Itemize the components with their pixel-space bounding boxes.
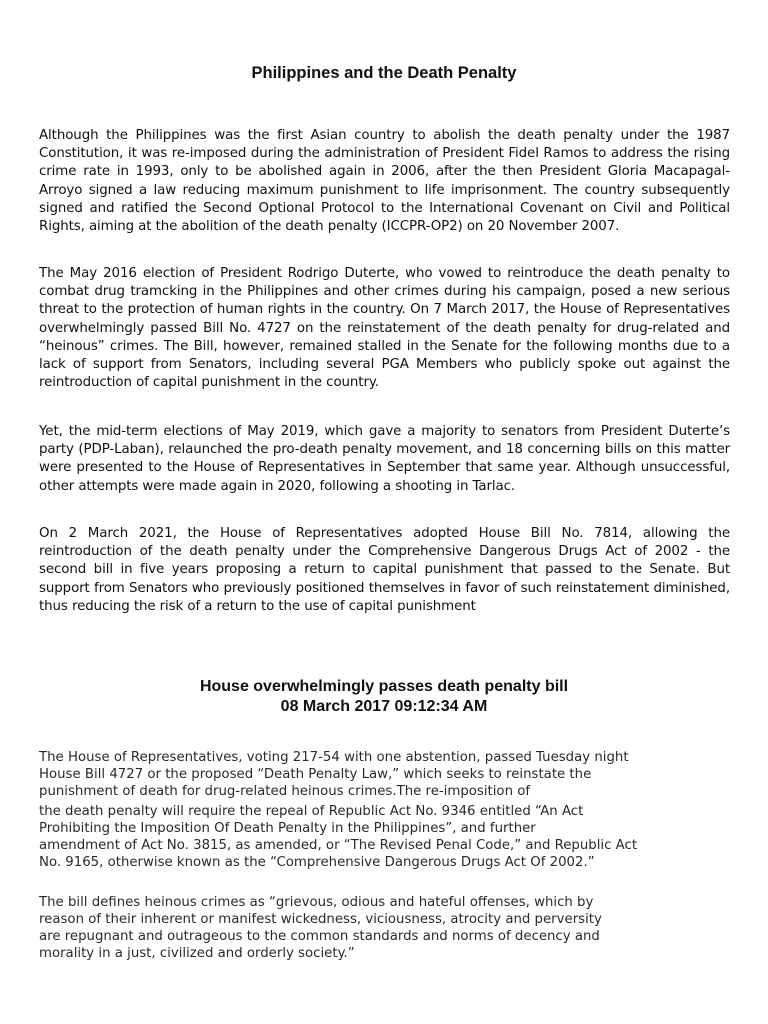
- article-line: No. 9165, otherwise known as the “Comprehensive Dangerous Drugs Act Of 2002.”: [39, 855, 595, 870]
- paragraph-house-bill-7814: On 2 March 2021, the House of Representatives adopted House Bill No. 7814, allowing the reintroduction of the death penalty under the Comprehensive Dangerous Drugs Act of 2002 - the second bill in five years proposing a return to capital punishment that passed to the Senate. But support from Senators who previously positioned themselves in favor of such reinstatement diminished, thus reducing the risk of a return to the use of capital punishment: [39, 526, 730, 614]
- article-line: reason of their inherent or manifest wickedness, viciousness, atrocity and perversity: [39, 912, 602, 927]
- article-line: are repugnant and outrageous to the common standards and norms of decency and: [39, 929, 600, 944]
- article-line: morality in a just, civilized and orderly society.”: [39, 946, 355, 961]
- article-line: punishment of death for drug-related heinous crimes.The re-imposition of: [39, 784, 531, 799]
- article-line: The House of Representatives, voting 217-54 with one abstention, passed Tuesday night: [39, 750, 629, 765]
- article-line: The bill defines heinous crimes as “grievous, odious and hateful offenses, which by: [39, 895, 594, 910]
- paragraph-midterm-elections: Yet, the mid-term elections of May 2019, which gave a majority to senators from President Duterte’s party (PDP-Laban), relaunched the pro-death penalty movement, and 18 concerning bills on this matter were presented to the House of Representatives in September that same year. Although unsuccessful, other attempts were made again in 2020, following a shooting in Tarlac.: [39, 424, 730, 494]
- paragraph-duterte-election: The May 2016 election of President Rodrigo Duterte, who vowed to reintroduce the death penalty to combat drug tramcking in the Philippines and other crimes during his campaign, posed a new serious threat to the protection of human rights in the country. On 7 March 2017, the House of Representatives overwhelmingly passed Bill No. 4727 on the reinstatement of the death penalty for drug-related and “heinous” crimes. The Bill, however, remained stalled in the Senate for the following months due to a lack of support from Senators, including several PGA Members who publicly spoke out against the reintroduction of capital punishment in the country.: [39, 266, 730, 391]
- document-title: Philippines and the Death Penalty: [251, 64, 517, 82]
- article-datetime: 08 March 2017 09:12:34 AM: [280, 698, 488, 715]
- article-line: Prohibiting the Imposition Of Death Penalty in the Philippines”, and further: [39, 821, 536, 836]
- article-line: amendment of Act No. 3815, as amended, or “The Revised Penal Code,” and Republic Act: [39, 838, 638, 853]
- article-paragraph-2: [39, 803, 739, 871]
- article-line: the death penalty will require the repeal of Republic Act No. 9346 entitled “An Act: [39, 804, 584, 819]
- article-line: House Bill 4727 or the proposed “Death Penalty Law,” which seeks to reinstate the: [39, 767, 592, 782]
- paragraph-history: Although the Philippines was the first Asian country to abolish the death penalty under the 1987 Constitution, it was re-imposed during the administration of President Fidel Ramos to address the rising crime rate in 1993, only to be abolished again in 2006, after the then President Gloria Macapagal-Arroyo signed a law reducing maximum punishment to life imprisonment. The country subsequently signed and ratified the Second Optional Protocol to the International Covenant on Civil and Political Rights, aiming at the abolition of the death penalty (ICCPR-OP2) on 20 November 2007.: [39, 128, 730, 235]
- article-paragraph-1: [39, 749, 739, 800]
- article-headline: House overwhelmingly passes death penalty bill: [199, 678, 569, 695]
- article-paragraph-3: [39, 894, 739, 962]
